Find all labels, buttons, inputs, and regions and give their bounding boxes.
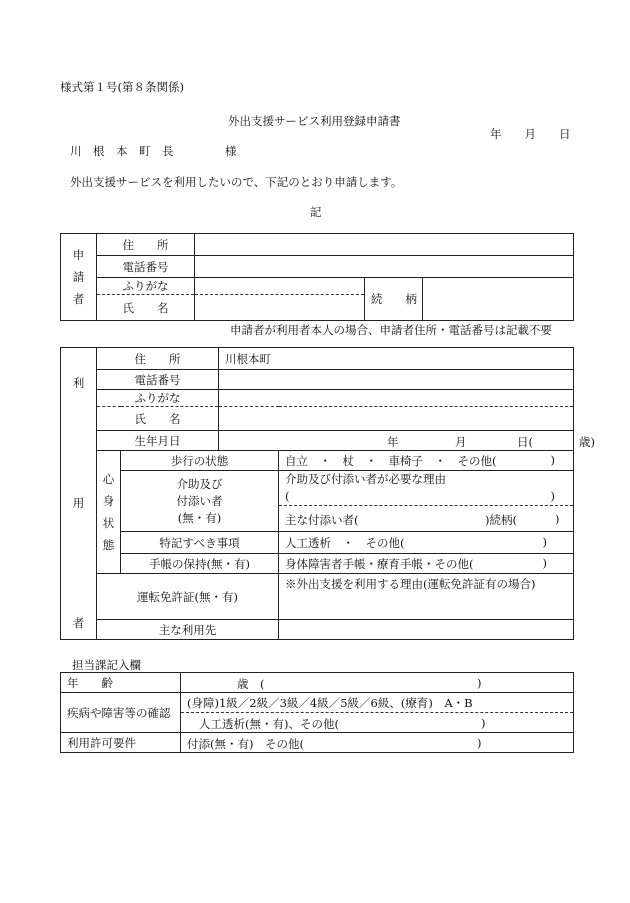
user-birth-field[interactable]: 年 月 日( 歳) [219,431,574,451]
user-group-label: 利 用 者 [61,348,97,640]
applicant-name-label: 氏 名 [97,295,195,321]
user-address-field[interactable]: 川根本町 [219,348,574,370]
intro-text: 外出支援サービスを利用したいので、下記のとおり申請します。 [70,175,403,189]
user-name-field[interactable] [219,407,574,431]
special-field[interactable]: 人工透析 ・ その他( ) [279,532,574,554]
user-address-label: 住 所 [97,348,219,370]
date-line: 年 月 日 [490,127,571,141]
condition-group-label: 心 身 状 態 [97,451,121,574]
office-disease-line2[interactable]: 人工透析(無・有)、その他( ) [181,713,574,733]
walking-label: 歩行の状態 [121,451,279,471]
license-label: 運転免許証(無・有) [97,574,279,620]
addressee: 川 根 本 町 長 [70,144,174,158]
main-helper-field[interactable]: 主な付添い者( )続柄( ) [279,506,574,532]
applicant-table [60,233,574,321]
assist-reason-field[interactable]: 介助及び付添い者が必要な理由 ( ) [279,471,574,506]
applicant-note: 申請者が利用者本人の場合、申請者住所・電話番号は記載不要 [230,323,552,337]
office-age-field[interactable]: 歳 ( ) [181,673,574,693]
notebook-label: 手帳の保持(無・有) [121,554,279,574]
applicant-group-label: 申 請 者 [61,234,97,321]
applicant-address-field[interactable] [195,234,574,256]
page-title: 外出支援サービス利用登録申請書 [228,114,401,128]
form-number: 様式第１号(第８条関係) [60,80,184,94]
applicant-furigana-label: ふりがな [97,278,195,295]
destination-field[interactable] [279,620,574,640]
user-furigana-field[interactable] [219,390,574,407]
destination-label: 主な利用先 [97,620,279,640]
user-furigana-label: ふりがな [97,390,219,407]
office-permit-field[interactable]: 付添(無・有) その他( ) [181,733,574,753]
user-phone-label: 電話番号 [97,370,219,390]
applicant-phone-field[interactable] [195,256,574,278]
honorific: 様 [225,144,237,158]
office-disease-line1[interactable]: (身障)1級／2級／3級／4級／5級／6級、(療育) A・B [181,693,574,713]
license-field[interactable]: ※外出支援を利用する理由(運転免許証有の場合) [279,574,574,620]
applicant-address-label: 住 所 [97,234,195,256]
applicant-phone-label: 電話番号 [97,256,195,278]
office-table [60,672,574,753]
special-label: 特記すべき事項 [121,532,279,554]
walking-field[interactable]: 自立 ・ 杖 ・ 車椅子 ・ その他( ) [279,451,574,471]
assist-label: 介助及び 付添い者 (無・有) [121,471,279,532]
user-birth-label: 生年月日 [97,431,219,451]
ki-label: 記 [310,205,322,219]
user-table [60,347,595,640]
user-phone-field[interactable] [219,370,574,390]
applicant-furigana-field[interactable] [195,278,365,295]
notebook-field[interactable]: 身体障害者手帳・療育手帳・その他( ) [279,554,574,574]
user-name-label: 氏 名 [97,407,219,431]
office-permit-label: 利用許可要件 [61,733,181,753]
applicant-relation-label: 続 柄 [365,278,423,321]
office-age-label: 年 齢 [61,673,181,693]
office-heading: 担当課記入欄 [72,658,141,672]
office-disease-label: 疾病や障害等の確認 [61,693,181,733]
applicant-name-field[interactable] [195,295,365,321]
applicant-relation-field[interactable] [423,278,574,321]
